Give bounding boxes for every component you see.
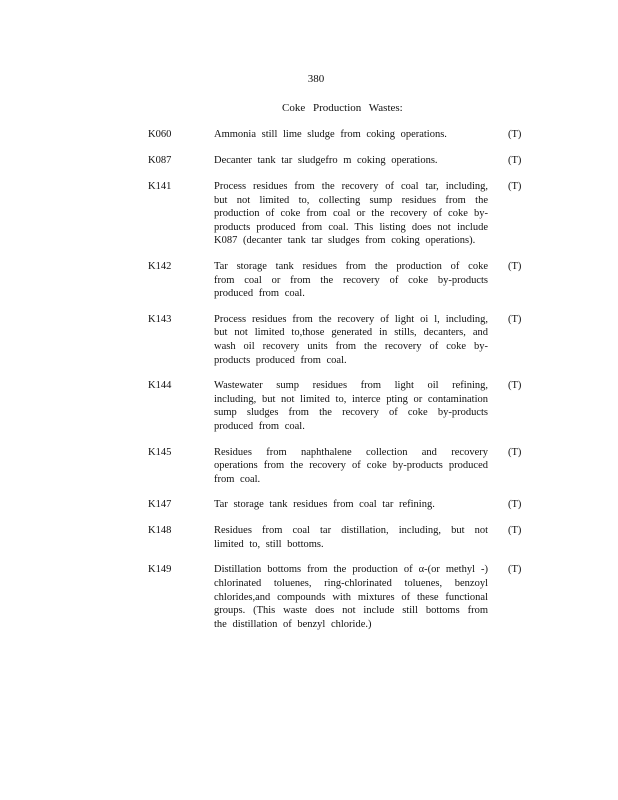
hazard-code: (T) [508,499,522,511]
waste-description: Decanter tank tar sludgefro m coking operations. [214,155,438,166]
hazard-code: (T) [508,181,522,192]
waste-code: K145 [148,446,172,458]
hazard-code: (T) [508,313,522,325]
waste-code: K147 [148,499,172,511]
waste-description: Tar storage tank residues from coal tar refining. [214,499,435,511]
waste-description: Wastewater sump residues from light oil refining, including, but not limited to, interce pting or contamination sump sludges from the recovery of coke by-products produced from coal. [214,380,488,432]
waste-description: Residues from naphthalene collection and recovery operations from the recovery of coke by-products produced from coal. [214,446,488,485]
waste-entry-k142 [0,260,618,301]
waste-entry-k147 [0,498,618,512]
hazard-code: (T) [508,129,522,140]
section-heading: Coke Production Wastes: [282,102,403,114]
hazard-code: (T) [508,155,522,166]
waste-code: K148 [148,525,172,537]
waste-description: Residues from coal tar distillation, including, but not limited to, still bottoms. [214,525,488,550]
hazard-code: (T) [508,380,522,392]
waste-code: K087 [148,155,172,166]
hazard-code: (T) [508,525,522,537]
waste-code: K149 [148,564,172,576]
waste-description: Tar storage tank residues from the production of coke from coal or from the recovery of coke by-products produced from coal. [214,260,488,300]
page-number: 380 [307,73,325,85]
hazard-code: (T) [508,446,522,458]
waste-entry-k087 [0,154,618,168]
waste-entry-k060 [0,128,618,142]
hazard-code: (T) [508,260,522,272]
waste-entry-k143 [0,313,618,367]
waste-entry-k144 [0,379,618,433]
waste-code: K144 [148,380,172,392]
waste-code: K060 [148,129,172,140]
waste-description: Distillation bottoms from the production of α-(or methyl -) chlorinated toluenes, ring-chlorinated toluenes, benzoyl chlorides,and compounds with mixtures of these functional groups. (This waste does not include still bottoms from the distillation of benzyl chloride.) [214,564,488,630]
waste-entry-k148 [0,524,618,551]
waste-description: Ammonia still lime sludge from coking operations. [214,129,447,140]
waste-description: Process residues from the recovery of light oi l, including, but not limited to,those generated in stills, decanters, and wash oil recovery units from the recovery of coke by-products produced from coal. [214,313,488,366]
waste-entry-k141 [0,180,618,248]
waste-code: K142 [148,260,172,272]
hazard-code: (T) [508,564,522,576]
waste-entry-k149 [0,563,618,631]
waste-code: K141 [148,181,172,192]
waste-code: K143 [148,313,172,325]
waste-code-list [0,128,618,643]
waste-entry-k145 [0,446,618,487]
waste-description: Process residues from the recovery of coal tar, including, but not limited to, collecting sump residues from the production of coke from coal or the recovery of coke by-products produced from coal. This listing does not include K087 (decanter tank tar sludges from coking operations). [214,181,488,247]
